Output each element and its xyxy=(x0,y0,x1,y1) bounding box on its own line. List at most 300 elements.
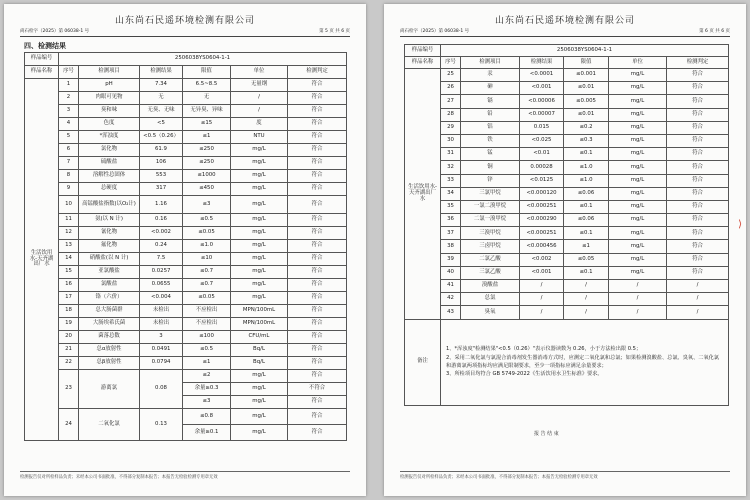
verdict: 符合 xyxy=(667,108,729,121)
test-result: 0.13 xyxy=(140,409,183,441)
table-row xyxy=(25,253,347,266)
unit: 度 xyxy=(231,118,288,131)
doc-number: 尚石检字（2025）第 06038-1 号 xyxy=(400,29,470,34)
table-row xyxy=(25,305,347,318)
test-result: <0.5（0.26） xyxy=(140,131,183,144)
unit: mg/L xyxy=(609,95,667,108)
table-row xyxy=(405,187,729,200)
unit: mg/L xyxy=(609,134,667,147)
row-number: 38 xyxy=(441,240,461,253)
row-number: 25 xyxy=(441,69,461,82)
unit: mg/L xyxy=(231,292,288,305)
sample-name: 生活饮用水-天齐湖出厂水 xyxy=(405,69,441,320)
verdict: 符合 xyxy=(288,227,347,240)
verdict: 符合 xyxy=(288,318,347,331)
unit: mg/L xyxy=(609,240,667,253)
table-row xyxy=(25,79,347,92)
unit: MPN/100mL xyxy=(231,305,288,318)
row-number: 13 xyxy=(59,240,79,253)
test-result: 未检出 xyxy=(140,318,183,331)
unit: / xyxy=(609,280,667,293)
col-header: 样品名称 xyxy=(405,57,441,69)
row-number: 22 xyxy=(59,357,79,370)
table-row xyxy=(25,131,347,144)
verdict: 符合 xyxy=(667,253,729,266)
col-header: 检测判定 xyxy=(667,57,729,69)
unit: mg/L xyxy=(609,266,667,279)
limit-value: 余量≥0.3 xyxy=(183,383,231,396)
limit-value: ≤1000 xyxy=(183,170,231,183)
company-name: 山东尚石民遥环境检测有限公司 xyxy=(114,16,255,26)
col-header: 序号 xyxy=(59,66,79,79)
test-item: 溴酸盐 xyxy=(461,280,520,293)
limit-value: ≤0.5 xyxy=(183,214,231,227)
table-row xyxy=(25,279,347,292)
verdict: 符合 xyxy=(667,227,729,240)
table-row xyxy=(25,240,347,253)
table-row xyxy=(25,105,347,118)
table-row xyxy=(25,144,347,157)
test-result: <0.002 xyxy=(140,227,183,240)
unit: Bq/L xyxy=(231,344,288,357)
test-item: 总α放射性 xyxy=(79,344,140,357)
unit: / xyxy=(231,105,288,118)
test-item: 汞 xyxy=(461,69,520,82)
remarks-row xyxy=(405,319,729,405)
verdict: 符合 xyxy=(288,266,347,279)
col-header: 检测判定 xyxy=(288,66,347,79)
test-item: 硝酸盐(以 N 计) xyxy=(79,253,140,266)
row-number: 40 xyxy=(441,266,461,279)
limit-value: ≤0.06 xyxy=(564,187,609,200)
limit-value: 不应检出 xyxy=(183,305,231,318)
test-item: 大肠埃希氏菌 xyxy=(79,318,140,331)
unit: MPN/100mL xyxy=(231,318,288,331)
table-row xyxy=(405,134,729,147)
test-item: 镉 xyxy=(461,95,520,108)
remark-line: 3、所检项目均符合 GB 5749-2022《生活饮用水卫生标准》要求。 xyxy=(446,371,603,378)
test-item: 肉眼可见物 xyxy=(79,92,140,105)
limit-value: ≤0.5 xyxy=(183,344,231,357)
table-row xyxy=(405,69,729,82)
row-number: 24 xyxy=(59,409,79,441)
unit: mg/L xyxy=(609,187,667,200)
row-number: 34 xyxy=(441,187,461,200)
unit: NTU xyxy=(231,131,288,144)
row-number: 27 xyxy=(441,95,461,108)
test-result: 0.015 xyxy=(520,121,564,134)
col-header: 单位 xyxy=(609,57,667,69)
unit: mg/L xyxy=(609,227,667,240)
row-number: 14 xyxy=(59,253,79,266)
test-item: 锌 xyxy=(461,174,520,187)
row-number: 30 xyxy=(441,134,461,147)
table-row xyxy=(25,227,347,240)
report-page-left xyxy=(4,4,366,496)
test-item: 三氯乙酸 xyxy=(461,266,520,279)
test-item: 二氯乙酸 xyxy=(461,253,520,266)
limit-value: / xyxy=(564,293,609,306)
test-result: / xyxy=(520,293,564,306)
verdict: 符合 xyxy=(288,396,347,409)
verdict: 符合 xyxy=(288,144,347,157)
limit-value: ≤0.8 xyxy=(183,409,231,425)
table-row xyxy=(405,121,729,134)
verdict: 符合 xyxy=(288,253,347,266)
test-item: 三溴甲烷 xyxy=(461,227,520,240)
unit: mg/L xyxy=(231,409,288,425)
table-row xyxy=(25,196,347,214)
verdict: 符合 xyxy=(667,174,729,187)
limit-value: ≤0.7 xyxy=(183,279,231,292)
unit: / xyxy=(609,293,667,306)
unit: mg/L xyxy=(609,174,667,187)
limit-value: ≤0.01 xyxy=(564,108,609,121)
test-result: <0.000120 xyxy=(520,187,564,200)
unit: mg/L xyxy=(231,279,288,292)
row-number: 9 xyxy=(59,183,79,196)
unit: mg/L xyxy=(231,196,288,214)
test-item: 三氯甲烷 xyxy=(461,187,520,200)
verdict: 符合 xyxy=(667,214,729,227)
verdict: 符合 xyxy=(667,95,729,108)
verdict: 符合 xyxy=(288,105,347,118)
verdict: / xyxy=(667,280,729,293)
unit: mg/L xyxy=(231,253,288,266)
remark-line: 1、*浑浊度"检测结果"<0.5（0.26）"表示仪器读数为 0.26，小于方法检出限 0.5； xyxy=(446,346,642,353)
test-item: 铅 xyxy=(461,108,520,121)
col-header: 限值 xyxy=(183,66,231,79)
test-item: 总氯 xyxy=(461,293,520,306)
unit: mg/L xyxy=(609,69,667,82)
table-row xyxy=(405,306,729,319)
limit-value: ≤0.2 xyxy=(564,121,609,134)
remarks-label: 备注 xyxy=(405,319,441,405)
verdict: 符合 xyxy=(667,148,729,161)
remarks-text xyxy=(441,319,729,405)
table-row xyxy=(25,292,347,305)
test-result: 无 xyxy=(140,92,183,105)
table-row xyxy=(25,370,347,383)
limit-value: ≤0.001 xyxy=(564,69,609,82)
limit-value: ≤3 xyxy=(183,396,231,409)
test-item: 总硬度 xyxy=(79,183,140,196)
test-result: 0.0491 xyxy=(140,344,183,357)
table-row xyxy=(25,331,347,344)
table-row xyxy=(405,161,729,174)
test-result: <0.025 xyxy=(520,134,564,147)
verdict: 符合 xyxy=(288,292,347,305)
limit-value: 余量≥0.1 xyxy=(183,425,231,441)
row-number: 11 xyxy=(59,214,79,227)
test-item: 锰 xyxy=(461,148,520,161)
table-row xyxy=(405,240,729,253)
limit-value: 6.5~8.5 xyxy=(183,79,231,92)
limit-value: ≤100 xyxy=(183,331,231,344)
test-item: *浑浊度 xyxy=(79,131,140,144)
test-item: 砷 xyxy=(461,82,520,95)
table-row xyxy=(405,82,729,95)
unit: mg/L xyxy=(231,370,288,383)
test-item: 硫酸盐 xyxy=(79,157,140,170)
row-number: 15 xyxy=(59,266,79,279)
test-item: 氨(以 N 计) xyxy=(79,214,140,227)
test-item: 亚氯酸盐 xyxy=(79,266,140,279)
results-table-right xyxy=(404,44,729,406)
row-number: 35 xyxy=(441,200,461,213)
row-number: 17 xyxy=(59,292,79,305)
unit: mg/L xyxy=(231,396,288,409)
test-result: 0.0794 xyxy=(140,357,183,370)
unit: mg/L xyxy=(609,108,667,121)
limit-value: ≤250 xyxy=(183,144,231,157)
test-item: 铬（六价） xyxy=(79,292,140,305)
limit-value: ≤1 xyxy=(183,131,231,144)
row-number: 43 xyxy=(441,306,461,319)
table-row xyxy=(405,214,729,227)
verdict: 符合 xyxy=(288,79,347,92)
test-item: 高锰酸盐指数(以O₂计) xyxy=(79,196,140,214)
test-result: 317 xyxy=(140,183,183,196)
col-header: 检测结果 xyxy=(520,57,564,69)
unit: mg/L xyxy=(231,157,288,170)
unit: mg/L xyxy=(609,82,667,95)
verdict: 符合 xyxy=(667,161,729,174)
test-result: / xyxy=(520,306,564,319)
limit-value: ≤1.0 xyxy=(183,240,231,253)
row-number: 32 xyxy=(441,161,461,174)
table-row xyxy=(25,344,347,357)
table-row xyxy=(25,118,347,131)
row-number: 18 xyxy=(59,305,79,318)
unit: mg/L xyxy=(231,183,288,196)
table-row xyxy=(25,409,347,425)
limit-value: ≤15 xyxy=(183,118,231,131)
col-header: 样品名称 xyxy=(25,66,59,79)
verdict: 符合 xyxy=(288,214,347,227)
test-result: <0.01 xyxy=(520,148,564,161)
test-result: 0.0257 xyxy=(140,266,183,279)
row-number: 31 xyxy=(441,148,461,161)
row-number: 4 xyxy=(59,118,79,131)
unit: mg/L xyxy=(231,240,288,253)
limit-value: ≤0.1 xyxy=(564,148,609,161)
sample-id-label: 样品编号 xyxy=(25,53,59,66)
test-item: 二氯一溴甲烷 xyxy=(461,214,520,227)
row-number: 7 xyxy=(59,157,79,170)
limit-value: ≤0.01 xyxy=(564,82,609,95)
row-number: 3 xyxy=(59,105,79,118)
test-result: 未检出 xyxy=(140,305,183,318)
test-result: <0.000251 xyxy=(520,200,564,213)
verdict: 符合 xyxy=(288,331,347,344)
results-table-left xyxy=(24,52,347,441)
limit-value: ≤1.0 xyxy=(564,161,609,174)
limit-value: ≤0.3 xyxy=(564,134,609,147)
limit-value: ≤0.1 xyxy=(564,200,609,213)
test-result: 3 xyxy=(140,331,183,344)
test-result: 7.34 xyxy=(140,79,183,92)
test-item: 氯酸盐 xyxy=(79,279,140,292)
test-item: 臭和味 xyxy=(79,105,140,118)
row-number: 28 xyxy=(441,108,461,121)
unit: mg/L xyxy=(231,266,288,279)
row-number: 41 xyxy=(441,280,461,293)
table-row xyxy=(405,174,729,187)
col-header: 检测项目 xyxy=(79,66,140,79)
row-number: 19 xyxy=(59,318,79,331)
row-number: 2 xyxy=(59,92,79,105)
verdict: 符合 xyxy=(288,409,347,425)
limit-value: ≤0.005 xyxy=(564,95,609,108)
limit-value: ≤450 xyxy=(183,183,231,196)
test-result: <0.000251 xyxy=(520,227,564,240)
test-result: <0.000456 xyxy=(520,240,564,253)
limit-value: ≤250 xyxy=(183,157,231,170)
table-row xyxy=(25,266,347,279)
verdict: 符合 xyxy=(288,183,347,196)
verdict: 符合 xyxy=(288,157,347,170)
test-item: 菌落总数 xyxy=(79,331,140,344)
test-item: 铜 xyxy=(461,161,520,174)
verdict: 符合 xyxy=(288,170,347,183)
test-item: 臭氧 xyxy=(461,306,520,319)
row-number: 39 xyxy=(441,253,461,266)
unit: mg/L xyxy=(609,121,667,134)
unit: mg/L xyxy=(231,170,288,183)
verdict: 符合 xyxy=(667,82,729,95)
limit-value: / xyxy=(564,306,609,319)
table-row xyxy=(405,148,729,161)
unit: / xyxy=(609,306,667,319)
limit-value: ≤0.05 xyxy=(183,292,231,305)
test-item: 二氧化氯 xyxy=(79,409,140,441)
test-result: <5 xyxy=(140,118,183,131)
row-number: 8 xyxy=(59,170,79,183)
verdict: / xyxy=(667,306,729,319)
sample-id: 2506038YS0604-1-1 xyxy=(441,45,729,57)
test-item: 氟化物 xyxy=(79,240,140,253)
table-row xyxy=(405,200,729,213)
table-row xyxy=(25,357,347,370)
limit-value: ≤0.1 xyxy=(564,227,609,240)
test-item: 游离氯 xyxy=(79,370,140,409)
unit: mg/L xyxy=(609,148,667,161)
limit-value: ≤10 xyxy=(183,253,231,266)
table-row xyxy=(405,108,729,121)
limit-value: 无 xyxy=(183,92,231,105)
row-number: 16 xyxy=(59,279,79,292)
verdict: 符合 xyxy=(667,200,729,213)
unit: CFU/mL xyxy=(231,331,288,344)
table-row xyxy=(25,92,347,105)
row-number: 10 xyxy=(59,196,79,214)
row-number: 26 xyxy=(441,82,461,95)
test-result: <0.004 xyxy=(140,292,183,305)
page-subheader xyxy=(20,27,350,37)
row-number: 36 xyxy=(441,214,461,227)
test-result: 0.08 xyxy=(140,370,183,409)
test-result: 0.16 xyxy=(140,214,183,227)
test-result: <0.001 xyxy=(520,82,564,95)
table-row xyxy=(405,293,729,306)
table-row xyxy=(25,214,347,227)
row-number: 33 xyxy=(441,174,461,187)
section-title: 四、检测结果 xyxy=(24,42,66,50)
sample-id: 2506038YS0604-1-1 xyxy=(59,53,347,66)
verdict: 符合 xyxy=(667,134,729,147)
test-result: <0.0125 xyxy=(520,174,564,187)
test-result: 106 xyxy=(140,157,183,170)
limit-value: ≤0.05 xyxy=(183,227,231,240)
sample-id-label: 样品编号 xyxy=(405,45,441,57)
table-row xyxy=(405,227,729,240)
test-item: 色度 xyxy=(79,118,140,131)
test-item: 溶解性总固体 xyxy=(79,170,140,183)
verdict: 符合 xyxy=(288,131,347,144)
test-item: 铁 xyxy=(461,134,520,147)
edge-mark-icon: ⟩ xyxy=(738,219,742,230)
verdict: 符合 xyxy=(288,425,347,441)
page-number: 第 5 页 共 6 页 xyxy=(319,29,350,34)
test-result: / xyxy=(520,280,564,293)
row-number: 42 xyxy=(441,293,461,306)
limit-value: ≤0.1 xyxy=(564,266,609,279)
page-footer: 检测报告仅对所检样品负责；未经本公司书面批准，不得部分复制本报告；本报告无检验检测专用章无效 xyxy=(20,471,350,480)
limit-value: / xyxy=(564,280,609,293)
test-result: 1.16 xyxy=(140,196,183,214)
test-result: 61.9 xyxy=(140,144,183,157)
test-item: 三卤甲烷 xyxy=(461,240,520,253)
limit-value: ≤0.05 xyxy=(564,253,609,266)
remark-line: 2、采用二氧化氯与氯混合消毒剂发生器消毒方式时，应测定二氧化氯和总氯；如果检测溴酸盐、总氯、臭氧、二氧化氯和游离氯两项指标均应满足限制要求，至少一项指标应满足余量要求； xyxy=(446,354,720,370)
test-item: 总大肠菌群 xyxy=(79,305,140,318)
table-row xyxy=(25,170,347,183)
verdict: 符合 xyxy=(288,92,347,105)
test-result: 0.00028 xyxy=(520,161,564,174)
verdict: 符合 xyxy=(288,357,347,370)
test-result: <0.001 xyxy=(520,266,564,279)
company-name: 山东尚石民遥环境检测有限公司 xyxy=(494,16,635,26)
row-number: 29 xyxy=(441,121,461,134)
verdict: / xyxy=(667,293,729,306)
table-row xyxy=(25,183,347,196)
unit: mg/L xyxy=(609,161,667,174)
limit-value: ≤1 xyxy=(564,240,609,253)
test-result: <0.000290 xyxy=(520,214,564,227)
verdict: 符合 xyxy=(288,370,347,383)
report-page-right xyxy=(384,4,746,496)
row-number: 1 xyxy=(59,79,79,92)
col-header: 检测项目 xyxy=(461,57,520,69)
doc-number: 尚石检字（2025）第 06038-1 号 xyxy=(20,29,90,34)
test-item: pH xyxy=(79,79,140,92)
unit: mg/L xyxy=(609,200,667,213)
test-result: 无臭、无味 xyxy=(140,105,183,118)
test-result: 0.24 xyxy=(140,240,183,253)
col-header: 检测结果 xyxy=(140,66,183,79)
unit: Bq/L xyxy=(231,357,288,370)
table-header-row xyxy=(25,66,347,79)
verdict: 符合 xyxy=(288,118,347,131)
table-row xyxy=(405,280,729,293)
table-row xyxy=(25,318,347,331)
limit-value: ≤1 xyxy=(183,357,231,370)
page-number: 第 6 页 共 6 页 xyxy=(699,29,730,34)
row-number: 12 xyxy=(59,227,79,240)
test-item: 总β放射性 xyxy=(79,357,140,370)
table-row xyxy=(405,266,729,279)
